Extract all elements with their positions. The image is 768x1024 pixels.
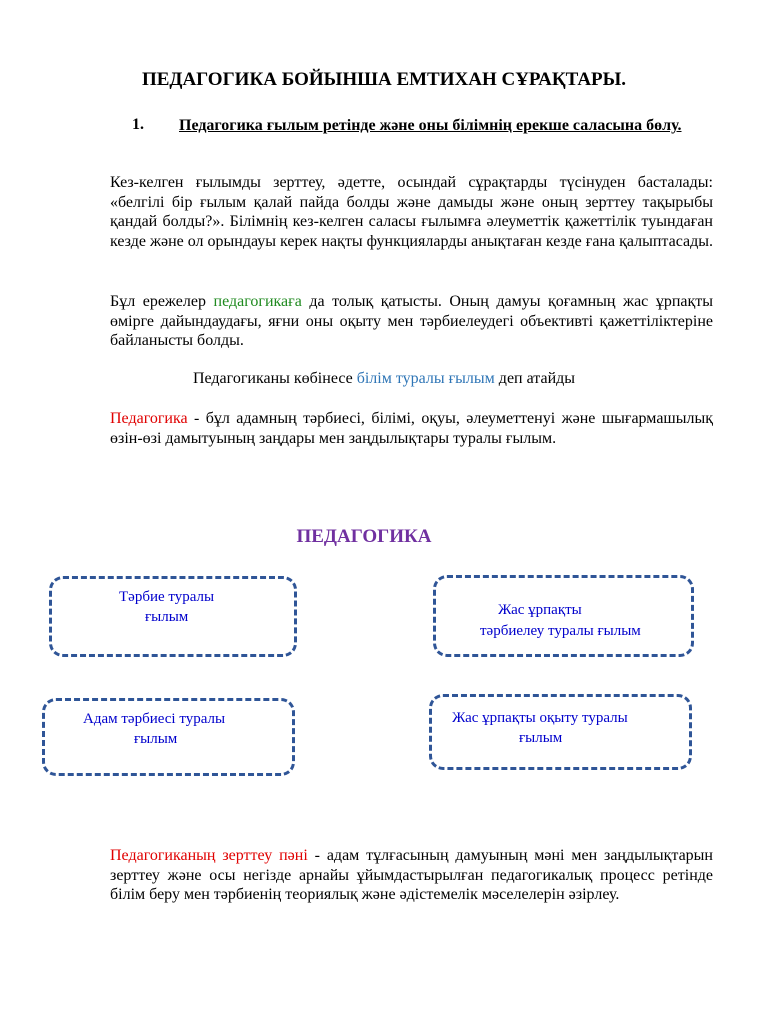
paragraph-pedagogy-relation (110, 292, 713, 351)
box-label-line: ғылым (519, 730, 563, 746)
box-label-line: ғылым (145, 609, 189, 625)
diagram-box-youth-upbringing-science (433, 575, 694, 657)
diagram-box-human-upbringing-science (42, 698, 295, 776)
line-text: Педагогиканы көбінесе (192, 370, 357, 387)
paragraph-text: да толық қатысты. Оның дамуы қоғамның жас ұрпақты өмірге дайындаудағы, яғни оны оқыту мен тәрбиелеудегі объективті қажеттіліктеріне байланысты болды. (110, 293, 713, 350)
paragraph-text: Бұл ережелер (110, 293, 214, 310)
pedagogy-definition-line (0, 370, 768, 388)
diagram-heading: ПЕДАГОГИКА (296, 526, 432, 547)
document-title: ПЕДАГОГИКА БОЙЫНША ЕМТИХАН СҰРАҚТАРЫ. (141, 69, 627, 90)
diagram-box-upbringing-science (49, 576, 297, 657)
highlight-term: білім туралы ғылым (356, 370, 495, 387)
box-label-line: Жас ұрпақты (498, 602, 582, 618)
paragraph-research-subject (110, 846, 713, 905)
definition-text: - бұл адамның тәрбиесі, білімі, оқуы, әлеуметтенуі және шығармашылық өзін-өзі дамытуының заңдары мен заңдылықтары туралы ғылым. (110, 410, 713, 447)
box-label-line: Жас ұрпақты оқыту туралы (452, 710, 628, 726)
question-number: 1. (132, 116, 144, 133)
definition-term: Педагогиканың зерттеу пәні (110, 847, 308, 864)
paragraph-definition (110, 409, 713, 448)
diagram-box-youth-teaching-science (429, 694, 692, 770)
box-label-line: ғылым (134, 731, 178, 747)
box-label-line: тәрбиелеу туралы ғылым (480, 623, 641, 639)
definition-term: Педагогика (110, 410, 188, 427)
question-text: Педагогика ғылым ретінде және оны білімнің ерекше саласына бөлу. (179, 117, 682, 134)
line-text: деп атайды (494, 370, 576, 387)
definition-text: - адам тұлғасының дамуының мәні мен заңдылықтарын зерттеу және осы негізде арнайы ұйымдастырылған педагогикалық процесс ретінде білім беру мен тәрбиенің теориялық және әдістемелік мәселелерін әзірлеу. (110, 847, 713, 904)
highlight-term: педагогикаға (213, 293, 302, 310)
box-label-line: Тәрбие туралы (119, 589, 215, 605)
paragraph-intro: Кез-келген ғылымды зерттеу, әдетте, осындай сұрақтарды түсінуден басталады: «белгілі бір ғылым қалай пайда болды және дамыды және оның зерттеу тақырыбы қандай болды?». Білімнің кез-келген саласы ғылымға әлеуметтік қажеттілік туындаған кезде және ол орындауы керек нақты функцияларды анықтаған кезде ғана қалыптасады. (110, 174, 713, 250)
box-label-line: Адам тәрбиесі туралы (83, 711, 226, 727)
